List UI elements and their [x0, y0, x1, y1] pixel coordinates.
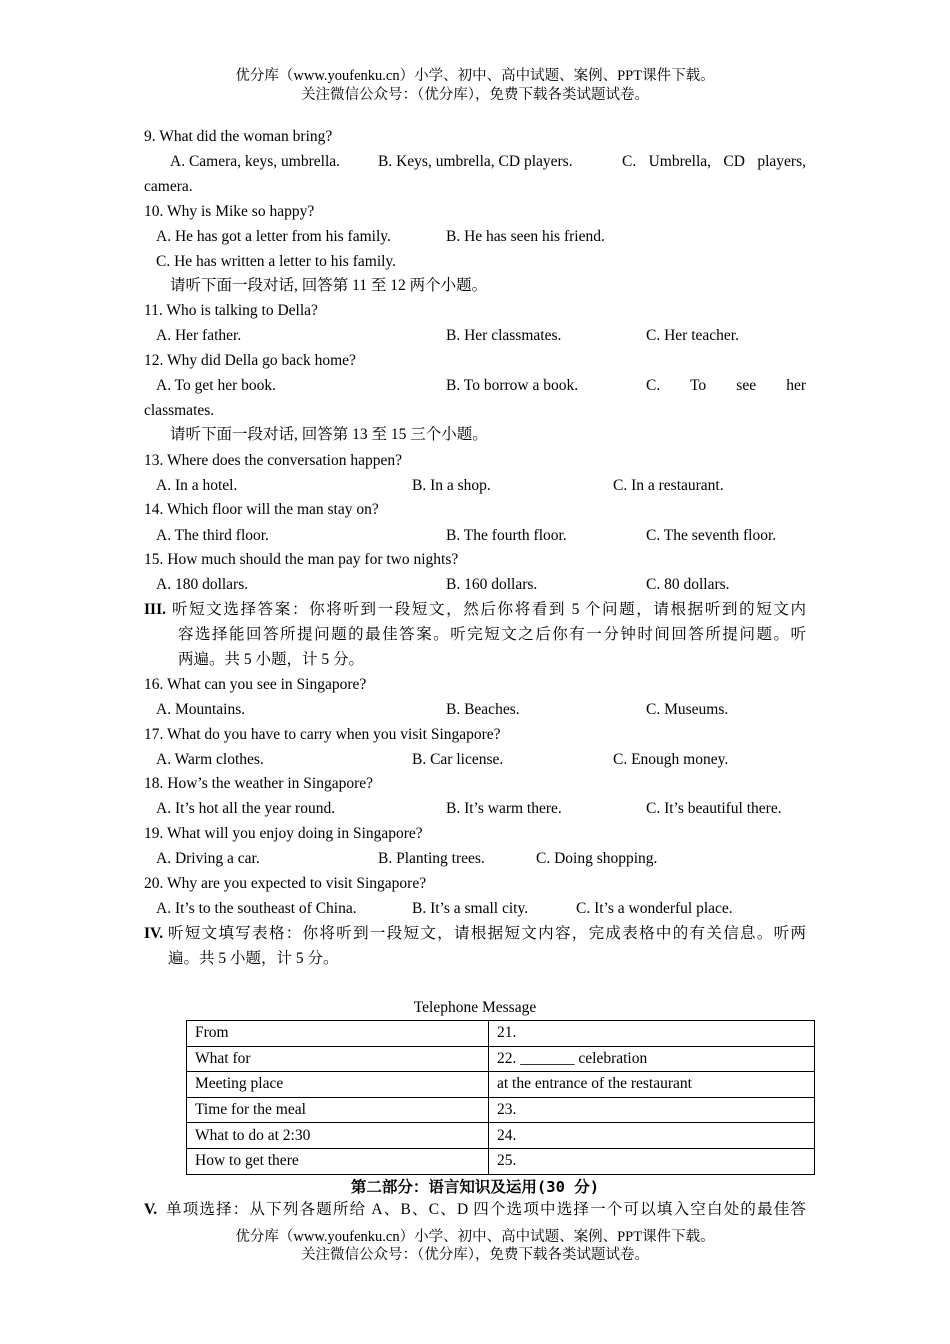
- q19-option-b: B. Planting trees.: [378, 850, 485, 867]
- q10-option-c: C. He has written a letter to his family.: [156, 253, 397, 270]
- table-caption: Telephone Message: [413, 999, 537, 1016]
- q13-option-b: B. In a shop.: [412, 477, 491, 494]
- question-11: 11. Who is talking to Della?: [144, 302, 318, 319]
- page-header-line2: 关注微信公众号：（优分库），免费下载各类试题试卷。: [301, 87, 649, 103]
- part-2-heading: 第二部分：语言知识及运用(30 分): [350, 1178, 600, 1196]
- q14-option-a: A. The third floor.: [156, 527, 269, 544]
- q15-option-c: C. 80 dollars.: [646, 576, 730, 593]
- q19-option-c: C. Doing shopping.: [536, 850, 658, 867]
- section-4-line1: 听短文填写表格：你将听到一段短文，请根据短文内容，完成表格中的有关信息。听两: [168, 925, 806, 942]
- q9-option-c: C. Umbrella, CD players,: [622, 153, 806, 170]
- table-row: [187, 1148, 815, 1174]
- q14-option-b: B. The fourth floor.: [446, 527, 567, 544]
- instruction-11-12: 请听下面一段对话, 回答第 11 至 12 两个小题。: [170, 277, 488, 294]
- section-3-line2: 容选择能回答所提问题的最佳答案。听完短文之后你有一分钟时间回答所提问题。听: [178, 626, 806, 643]
- q12-option-a: A. To get her book.: [156, 377, 277, 394]
- question-19: 19. What will you enjoy doing in Singapore?: [144, 825, 423, 842]
- question-10: 10. Why is Mike so happy?: [144, 203, 315, 220]
- q10-option-a: A. He has got a letter from his family.: [156, 228, 391, 245]
- q20-option-b: B. It’s a small city.: [412, 900, 529, 917]
- table-row-value: 21.: [489, 1021, 815, 1047]
- q11-option-a: A. Her father.: [156, 327, 242, 344]
- q18-option-a: A. It’s hot all the year round.: [156, 800, 336, 817]
- q18-option-b: B. It’s warm there.: [446, 800, 562, 817]
- table-row-value: at the entrance of the restaurant: [489, 1072, 815, 1098]
- table-row-label: How to get there: [187, 1148, 489, 1174]
- q13-option-c: C. In a restaurant.: [613, 477, 724, 494]
- q15-option-a: A. 180 dollars.: [156, 576, 249, 593]
- q17-option-a: A. Warm clothes.: [156, 751, 264, 768]
- instruction-13-15: 请听下面一段对话, 回答第 13 至 15 三个小题。: [170, 426, 488, 443]
- page-footer-line2: 关注微信公众号：（优分库），免费下载各类试题试卷。: [301, 1247, 649, 1263]
- q12-option-b: B. To borrow a book.: [446, 377, 579, 394]
- table-row-value: 22. _______ celebration: [489, 1046, 815, 1072]
- table-row: [187, 1097, 815, 1123]
- q18-option-c: C. It’s beautiful there.: [646, 800, 782, 817]
- page-footer-line1: 优分库（www.youfenku.cn）小学、初中、高中试题、案例、PPT课件下载。: [235, 1229, 715, 1245]
- section-4-line2: 遍。共 5 小题，计 5 分。: [168, 950, 339, 967]
- table-row-value: 24.: [489, 1123, 815, 1149]
- q17-option-c: C. Enough money.: [613, 751, 729, 768]
- table-row: [187, 1021, 815, 1047]
- q16-option-a: A. Mountains.: [156, 701, 246, 718]
- question-9: 9. What did the woman bring?: [144, 128, 333, 145]
- q16-option-c: C. Museums.: [646, 701, 729, 718]
- table-row-label: Time for the meal: [187, 1097, 489, 1123]
- table-row: [187, 1072, 815, 1098]
- q10-option-b: B. He has seen his friend.: [446, 228, 605, 245]
- section-5-line1: 单项选择：从下列各题所给 A、B、C、D 四个选项中选择一个可以填入空白处的最佳答: [166, 1201, 806, 1218]
- question-15: 15. How much should the man pay for two nights?: [144, 551, 459, 568]
- q9-option-b: B. Keys, umbrella, CD players.: [378, 153, 573, 170]
- question-12: 12. Why did Della go back home?: [144, 352, 356, 369]
- q20-option-a: A. It’s to the southeast of China.: [156, 900, 357, 917]
- section-3-line3: 两遍。共 5 小题，计 5 分。: [178, 651, 365, 668]
- section-3-line1: 听短文选择答案：你将听到一段短文，然后你将看到 5 个问题，请根据听到的短文内: [172, 601, 806, 618]
- question-17: 17. What do you have to carry when you visit Singapore?: [144, 726, 501, 743]
- table-row-label: What to do at 2:30: [187, 1123, 489, 1149]
- section-3-number: III.: [144, 601, 166, 618]
- question-13: 13. Where does the conversation happen?: [144, 452, 402, 469]
- section-5-number: V.: [144, 1201, 158, 1218]
- question-20: 20. Why are you expected to visit Singapore?: [144, 875, 427, 892]
- table-row-label: What for: [187, 1046, 489, 1072]
- q11-option-c: C. Her teacher.: [646, 327, 739, 344]
- table-row-value: 23.: [489, 1097, 815, 1123]
- q13-option-a: A. In a hotel.: [156, 477, 238, 494]
- question-16: 16. What can you see in Singapore?: [144, 676, 367, 693]
- q12-option-c-continued: classmates.: [144, 402, 215, 419]
- table-row-label: From: [187, 1021, 489, 1047]
- q17-option-b: B. Car license.: [412, 751, 504, 768]
- q15-option-b: B. 160 dollars.: [446, 576, 538, 593]
- page-header-line1: 优分库（www.youfenku.cn）小学、初中、高中试题、案例、PPT课件下载。: [235, 68, 715, 84]
- q19-option-a: A. Driving a car.: [156, 850, 260, 867]
- telephone-message-table: [186, 1020, 815, 1175]
- q11-option-b: B. Her classmates.: [446, 327, 562, 344]
- q16-option-b: B. Beaches.: [446, 701, 520, 718]
- section-4-number: IV.: [144, 925, 164, 942]
- question-14: 14. Which floor will the man stay on?: [144, 501, 379, 518]
- q9-option-c-continued: camera.: [144, 178, 193, 195]
- q14-option-c: C. The seventh floor.: [646, 527, 777, 544]
- table-row-label: Meeting place: [187, 1072, 489, 1098]
- table-row: [187, 1123, 815, 1149]
- table-row-value: 25.: [489, 1148, 815, 1174]
- q9-option-a: A. Camera, keys, umbrella.: [170, 153, 341, 170]
- table-row: [187, 1046, 815, 1072]
- q12-option-c: C. To see her: [646, 377, 806, 394]
- question-18: 18. How’s the weather in Singapore?: [144, 775, 373, 792]
- q20-option-c: C. It’s a wonderful place.: [576, 900, 733, 917]
